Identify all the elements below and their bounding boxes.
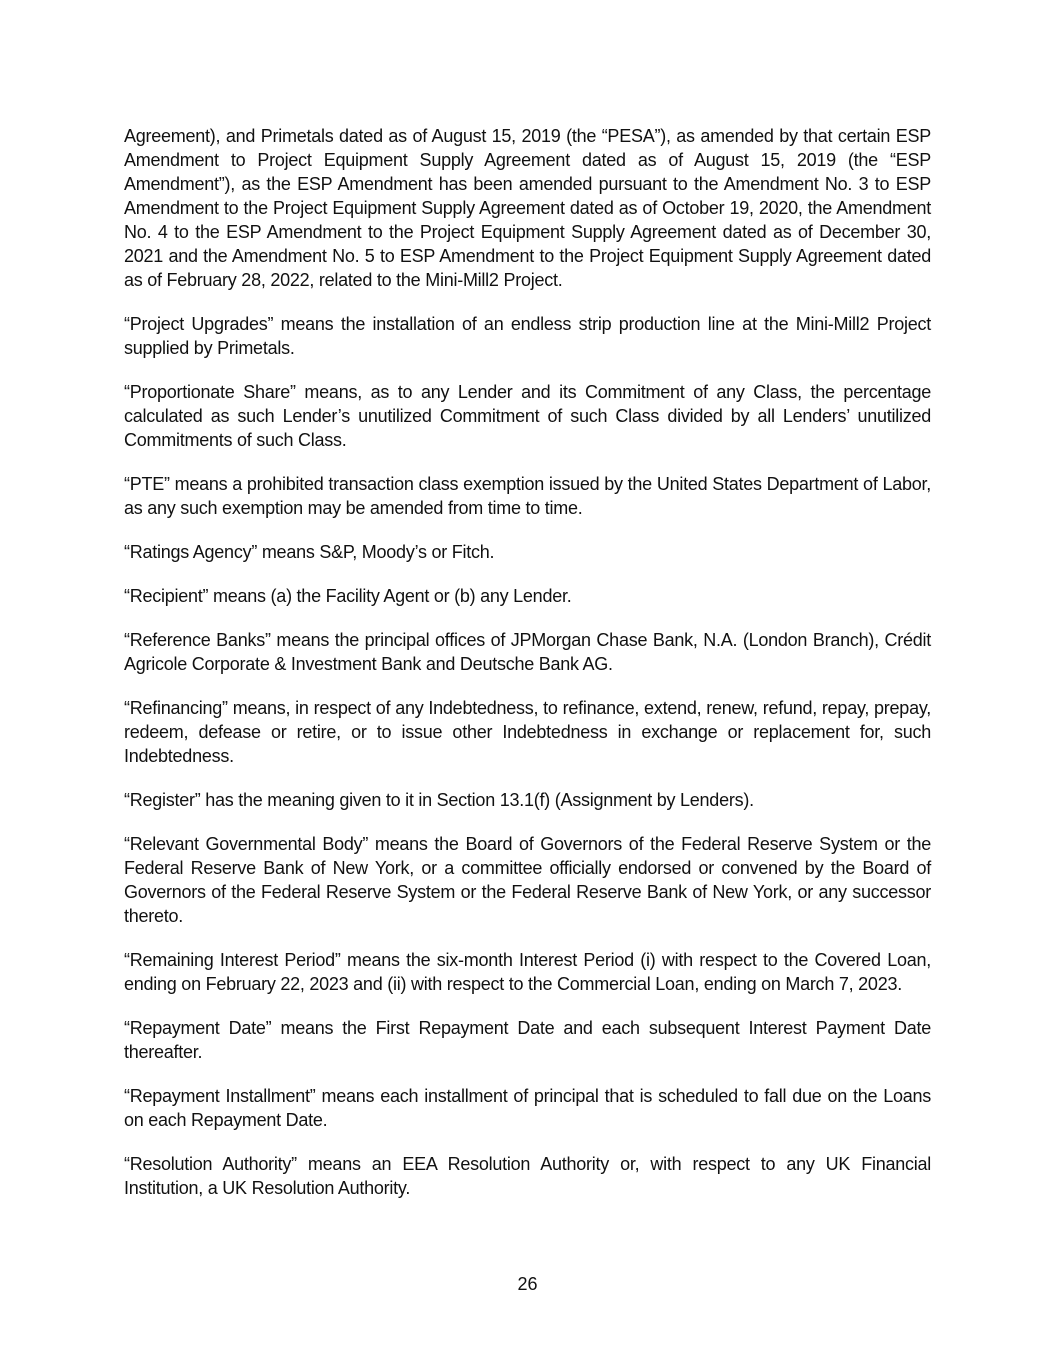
definition-pte: “PTE” means a prohibited transaction class exemption issued by the United States Department of Labor, as any such exemption may be amended from time to time.: [124, 474, 931, 518]
paragraph-pesa-continuation: Agreement), and Primetals dated as of August 15, 2019 (the “PESA”), as amended by that certain ESP Amendment to Project Equipment Supply Agreement dated as of August 15, 2019 (the “ESP Amendment”), as the ESP Amendment has been amended pursuant to the Amendment No. 3 to ESP Amendment to the Project Equipment Supply Agreement dated as of October 19, 2020, the Amendment No. 4 to the ESP Amendment to the Project Equipment Supply Agreement dated as of December 30, 2021 and the Amendment No. 5 to ESP Amendment to the Project Equipment Supply Agreement dated as of February 28, 2022, related to the Mini-Mill2 Project.: [124, 126, 931, 290]
definition-register: “Register” has the meaning given to it in Section 13.1(f) (Assignment by Lenders).: [124, 790, 754, 810]
definition-repayment-date: “Repayment Date” means the First Repayment Date and each subsequent Interest Payment Date thereafter.: [124, 1018, 931, 1062]
document-body: [124, 124, 931, 1200]
definition-remaining-interest-period: “Remaining Interest Period” means the six-month Interest Period (i) with respect to the Covered Loan, ending on February 22, 2023 and (ii) with respect to the Commercial Loan, ending on March 7, 2023.: [124, 950, 931, 994]
definition-resolution-authority: “Resolution Authority” means an EEA Resolution Authority or, with respect to any UK Financial Institution, a UK Resolution Authority.: [124, 1154, 931, 1198]
definition-relevant-governmental-body: “Relevant Governmental Body” means the Board of Governors of the Federal Reserve System or the Federal Reserve Bank of New York, or a committee officially endorsed or convened by the Board of Governors of the Federal Reserve System or the Federal Reserve Bank of New York, or any successor thereto.: [124, 834, 931, 926]
definition-repayment-installment: “Repayment Installment” means each installment of principal that is scheduled to fall due on the Loans on each Repayment Date.: [124, 1086, 931, 1130]
definition-ratings-agency: “Ratings Agency” means S&P, Moody’s or Fitch.: [124, 542, 495, 562]
definition-recipient: “Recipient” means (a) the Facility Agent or (b) any Lender.: [124, 586, 572, 606]
page-number: 26: [517, 1274, 538, 1294]
definition-project-upgrades: “Project Upgrades” means the installation of an endless strip production line at the Mini-Mill2 Project supplied by Primetals.: [124, 314, 931, 358]
definition-reference-banks: “Reference Banks” means the principal offices of JPMorgan Chase Bank, N.A. (London Branch), Crédit Agricole Corporate & Investment Bank and Deutsche Bank AG.: [124, 630, 931, 674]
definition-refinancing: “Refinancing” means, in respect of any Indebtedness, to refinance, extend, renew, refund, repay, prepay, redeem, defease or retire, or to issue other Indebtedness in exchange or replacement for, such Indebtedness.: [124, 698, 931, 766]
definition-proportionate-share: “Proportionate Share” means, as to any Lender and its Commitment of any Class, the percentage calculated as such Lender’s unutilized Commitment of such Class divided by all Lenders’ unutilized Commitments of such Class.: [124, 382, 931, 450]
